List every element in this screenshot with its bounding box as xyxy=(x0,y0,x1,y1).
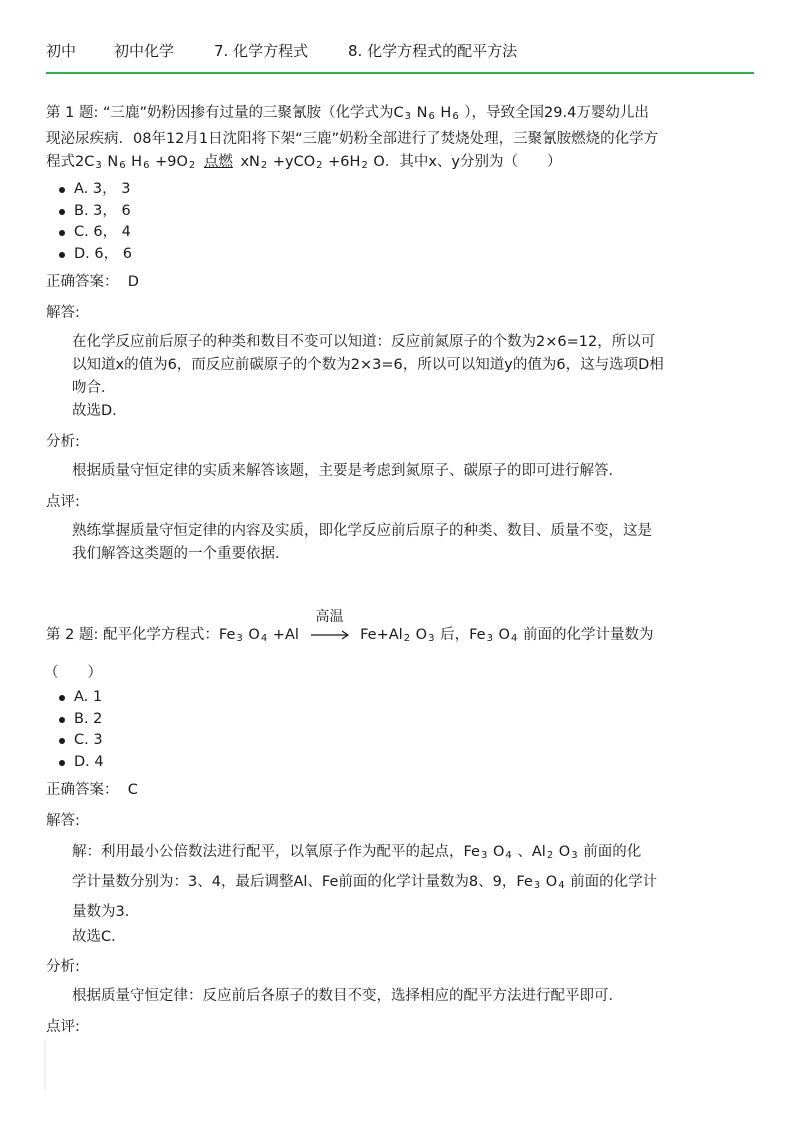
breadcrumb-chapter[interactable]: 7. 化学方程式 xyxy=(214,42,309,60)
breadcrumb-section[interactable]: 8. 化学方程式的配平方法 xyxy=(348,42,518,60)
breadcrumb-subject[interactable]: 初中化学 xyxy=(114,42,175,60)
question-1-stem-line-2: 现泌尿疾病．08年12月1日沈阳将下架“三鹿”奶粉全部进行了焚烧处理，三聚氰胺燃烧的化学方 xyxy=(46,131,659,147)
analysis-text: 根据质量守恒定律：反应前后各原子的数目不变，选择相应的配平方法进行配平即可． xyxy=(72,988,623,1004)
explanation xyxy=(46,839,756,948)
bullet-icon xyxy=(59,760,65,766)
comment-line: 熟练掌握质量守恒定律的内容及实质，即化学反应前后原子的种类、数目、质量不变，这是 xyxy=(72,523,652,539)
option-c[interactable]: C. 3 xyxy=(74,730,756,752)
equation-products: $Fe+Al_2$ $O_3$ 后，$Fe_3$ $O_4$ 前面的化学计量数为 xyxy=(360,627,654,644)
correct-answer xyxy=(46,779,756,802)
explanation-line: 学计量数分别为：3、4，最后调整Al、Fe前面的化学计量数为8、9，$Fe_3$ $O_4$ 前面的化学计 xyxy=(72,874,658,891)
analysis-label: 分析: xyxy=(46,959,80,975)
explanation-line: 量数为3． xyxy=(72,904,140,920)
option-d[interactable]: D. 6， 6 xyxy=(74,244,756,266)
option-c[interactable]: C. 6， 4 xyxy=(74,222,756,244)
bullet-icon xyxy=(59,738,65,744)
answer-label: 正确答案： xyxy=(46,782,119,798)
analysis-label: 分析: xyxy=(46,434,80,450)
comment-label: 点评: xyxy=(46,1019,80,1035)
bullet-icon xyxy=(59,230,65,236)
equation-products: $xN_2 +yCO_2 +6H_2$ O．其中x、y分别为（ ） xyxy=(240,154,562,171)
question-1 xyxy=(46,102,756,566)
answer-value: C xyxy=(127,782,138,798)
equation-reactants: 第 2 题: 配平化学方程式：$Fe_3$ $O_4 +Al$ xyxy=(46,627,299,644)
explain-label: 解答: xyxy=(46,813,80,829)
options-list xyxy=(46,179,756,265)
answer-label: 正确答案： xyxy=(46,274,119,290)
explanation xyxy=(46,331,756,423)
question-2-stem-line-2: （ ） xyxy=(44,665,102,681)
bullet-icon xyxy=(59,695,65,701)
option-b[interactable]: B. 2 xyxy=(74,709,756,731)
question-1-stem-line-3 xyxy=(46,151,756,177)
options-list xyxy=(46,687,756,773)
breadcrumb xyxy=(46,38,754,74)
bullet-icon xyxy=(59,717,65,723)
reaction-condition: 高温 xyxy=(315,609,344,625)
explanation-line: 以知道x的值为6，而反应前碳原子的个数为2×3=6，所以可以知道y的值为6，这与选项D相 xyxy=(72,357,664,373)
arrow-icon xyxy=(310,629,350,641)
option-b[interactable]: B. 3， 6 xyxy=(74,201,756,223)
bullet-icon xyxy=(59,252,65,258)
explanation-line: 故选C． xyxy=(72,929,126,945)
option-a[interactable]: A. 3， 3 xyxy=(74,179,756,201)
answer-value: D xyxy=(127,274,139,290)
analysis-text: 根据质量守恒定律的实质来解答该题，主要是考虑到氮原子、碳原子的即可进行解答． xyxy=(72,463,623,479)
bullet-icon xyxy=(59,187,65,193)
reaction-condition: 点燃 xyxy=(203,154,233,170)
comment-text xyxy=(46,520,756,566)
equation-reactants: 程式$2C_3$ $N_6$ $H_6 +9O_2$ xyxy=(46,154,196,171)
breadcrumb-level[interactable]: 初中 xyxy=(46,42,77,60)
reaction-condition-arrow xyxy=(308,609,352,647)
question-2 xyxy=(44,609,756,1039)
explain-label: 解答: xyxy=(46,305,80,321)
margin-mark xyxy=(44,1040,46,1090)
option-d[interactable]: D. 4 xyxy=(74,752,756,774)
explanation-line: 在化学反应前后原子的种类和数目不变可以知道：反应前氮原子的个数为2×6=12，所以可 xyxy=(72,334,656,350)
option-a[interactable]: A. 1 xyxy=(74,687,756,709)
explanation-line: 故选D． xyxy=(72,403,127,419)
comment-label: 点评: xyxy=(46,494,80,510)
explanation-line: 解：利用最小公倍数法进行配平，以氧原子作为配平的起点，$Fe_3$ $O_4$ 、$Al_2$ $O_3$ 前面的化 xyxy=(72,844,642,861)
question-2-stem-line-1 xyxy=(46,609,756,650)
explanation-line: 吻合． xyxy=(72,380,116,396)
bullet-icon xyxy=(59,209,65,215)
correct-answer xyxy=(46,271,756,294)
comment-line: 我们解答这类题的一个重要依据． xyxy=(72,546,290,562)
question-1-stem-line-1: 第 1 题: “三鹿”奶粉因掺有过量的三聚氰胺（化学式为$C_3$ $N_6$ $H_6$ ），导致全国29.4万婴幼儿出 xyxy=(46,105,649,122)
